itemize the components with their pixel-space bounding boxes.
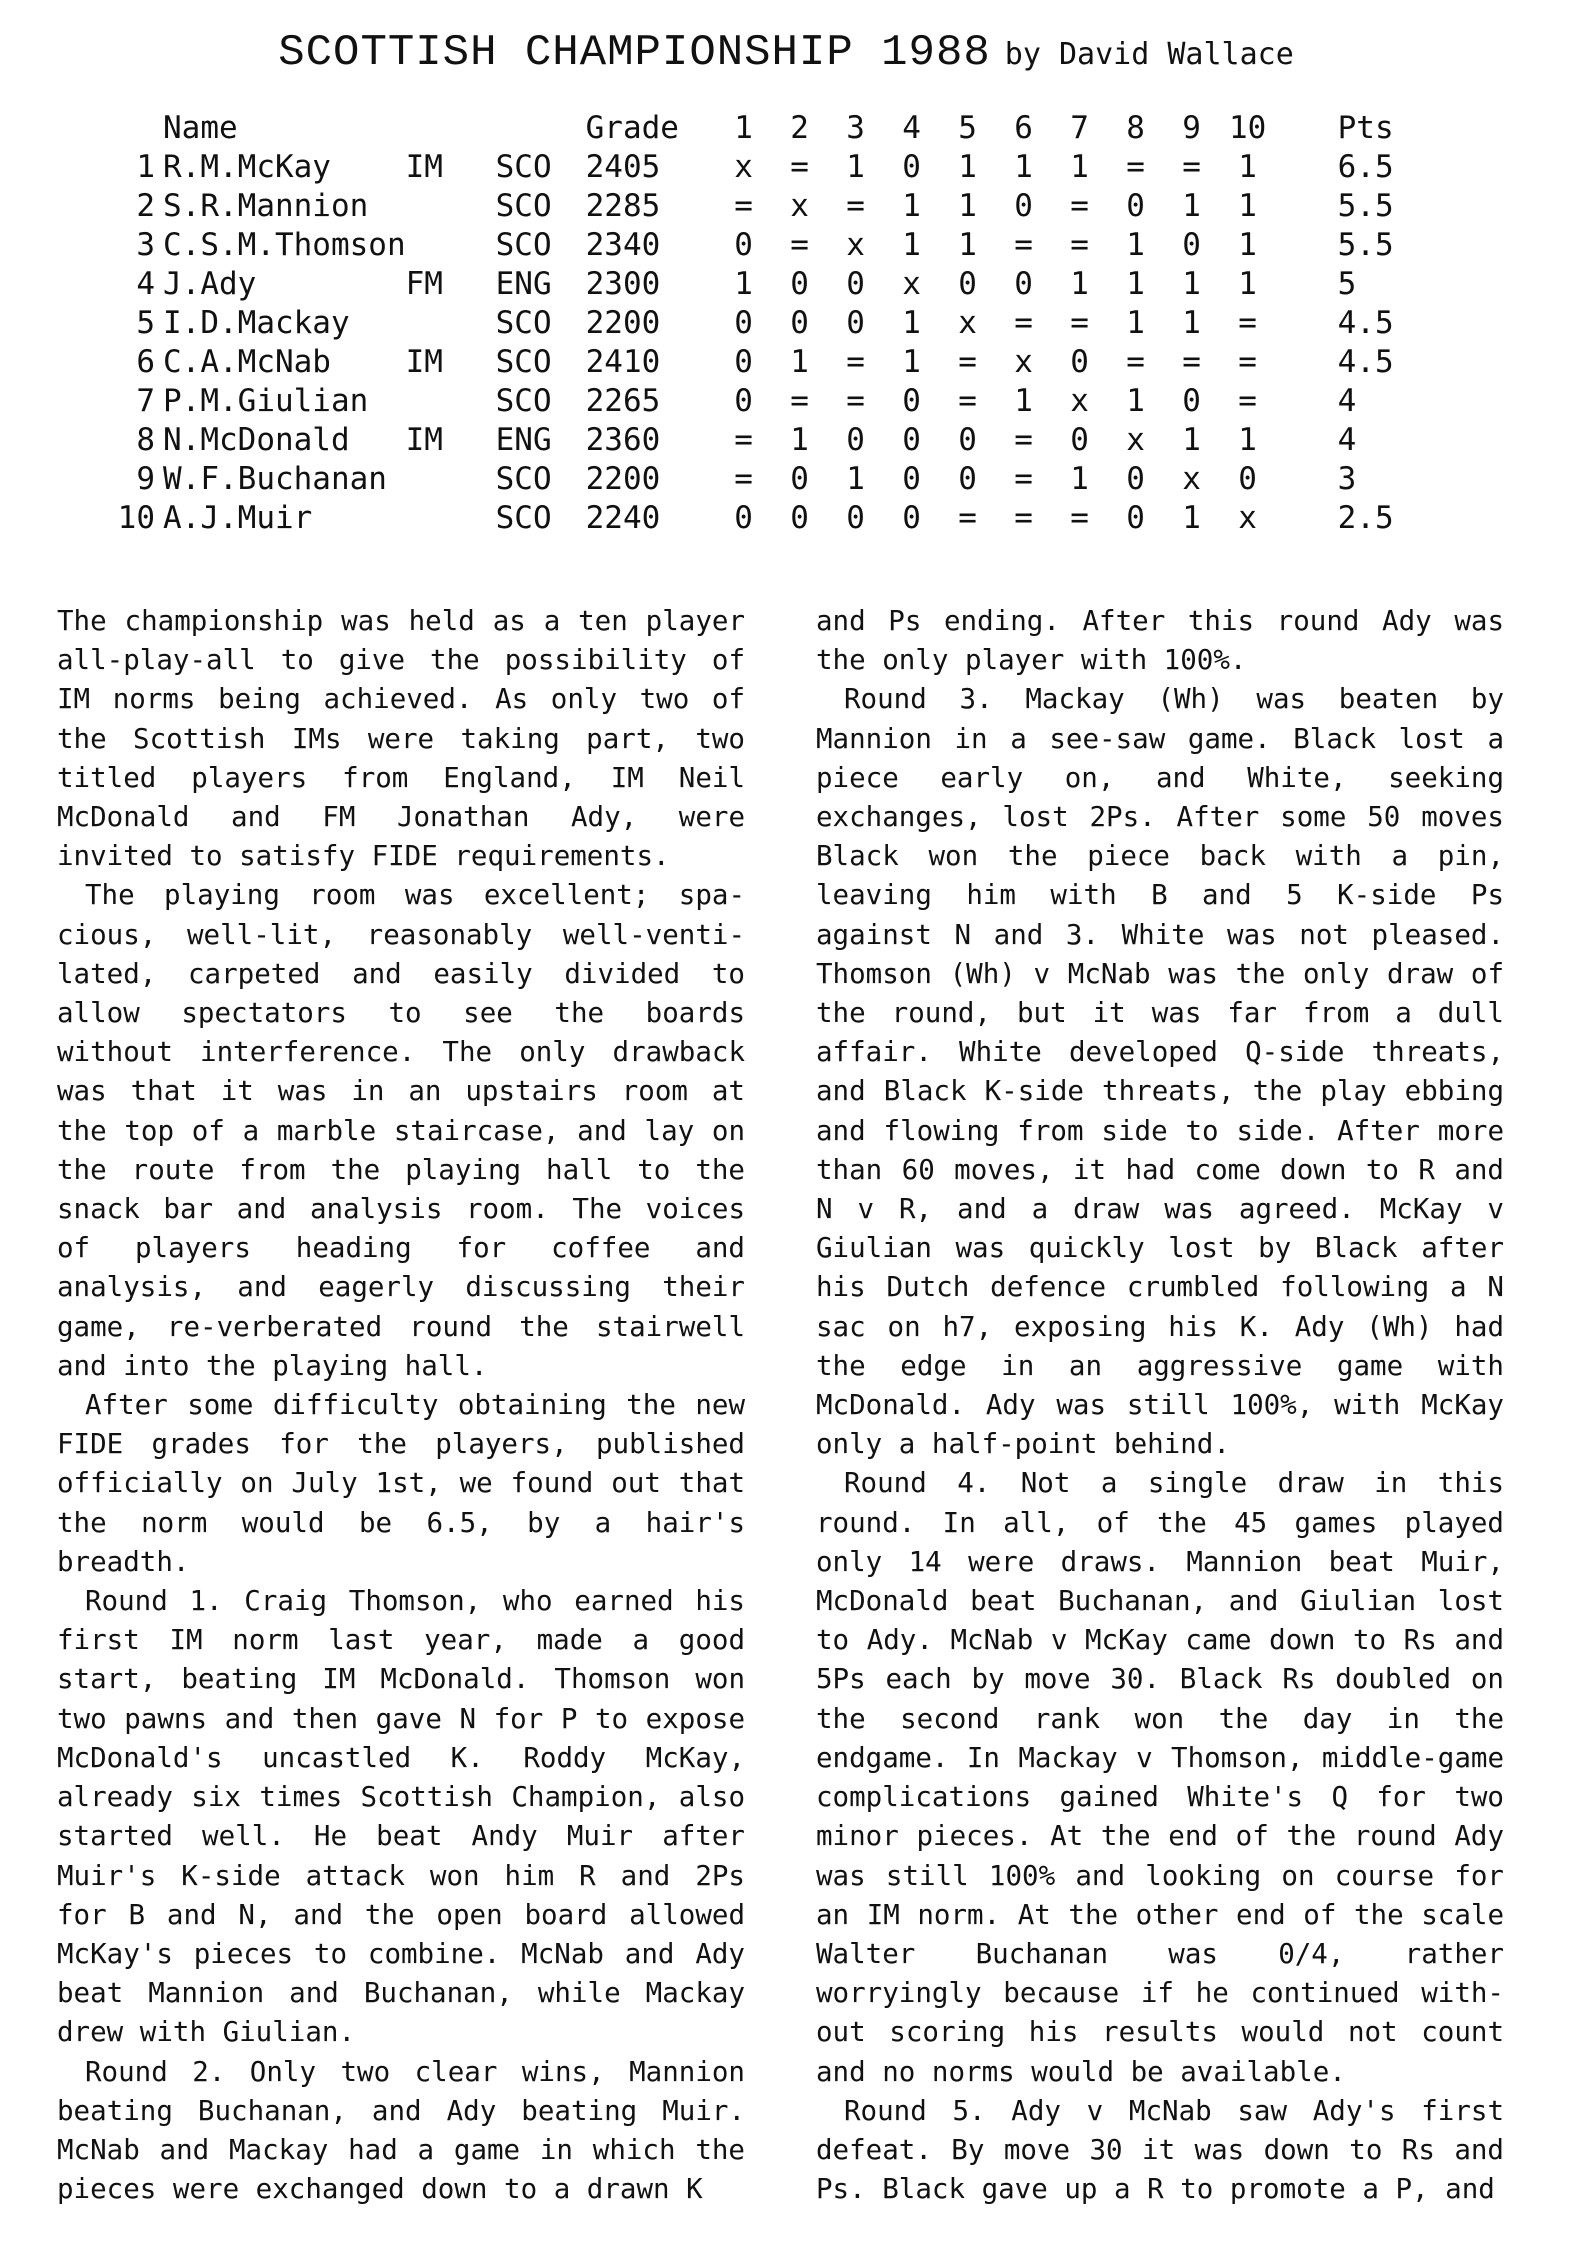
round-result: = (790, 148, 809, 185)
player-nationality: SCO (495, 343, 552, 380)
round-result: 0 (958, 421, 977, 458)
player-nationality: SCO (495, 304, 552, 341)
spacer (1276, 498, 1338, 537)
paragraph: Round 2. Only two clear wins, Mannion beating Buchanan, and Ady beating Muir. McNab and Mackay had a game in which the pieces were exchanged down to a drawn K (57, 2055, 745, 2206)
left-text-column (57, 602, 745, 2209)
round-result: = (1182, 343, 1201, 380)
player-grade: 2265 (585, 382, 661, 419)
header-round: 6 (1014, 109, 1033, 146)
round-result: = (846, 187, 865, 224)
round-result: x (734, 148, 753, 185)
round-result: x (1014, 343, 1033, 380)
round-result: = (1014, 304, 1033, 341)
player-points: 4 (1337, 382, 1357, 419)
player-grade: 2300 (585, 265, 661, 302)
player-nationality: SCO (495, 499, 552, 536)
round-result: = (1238, 304, 1257, 341)
player-grade: 2240 (585, 499, 661, 536)
header-round: 8 (1126, 109, 1145, 146)
header-round: 3 (846, 109, 865, 146)
player-row (105, 303, 1418, 342)
player-title (406, 186, 496, 225)
round-result: 0 (734, 226, 753, 263)
round-result: 1 (1070, 148, 1089, 185)
round-result: 1 (1126, 304, 1145, 341)
player-number: 3 (136, 226, 155, 263)
player-row (105, 186, 1418, 225)
player-name: S.R.Mannion (163, 187, 369, 224)
round-result: = (846, 382, 865, 419)
player-row (105, 264, 1418, 303)
round-result: 1 (1238, 421, 1257, 458)
standings-table (105, 108, 1418, 537)
header-grade: Grade (585, 109, 679, 146)
player-grade: 2340 (585, 226, 661, 263)
round-result: 0 (790, 499, 809, 536)
round-result: = (846, 343, 865, 380)
player-number: 2 (136, 187, 155, 224)
article-byline: by David Wallace (1004, 37, 1294, 72)
header-round: 4 (902, 109, 921, 146)
player-points: 5.5 (1337, 226, 1394, 263)
standings-body (105, 147, 1418, 537)
round-result: 0 (1182, 382, 1201, 419)
player-grade: 2285 (585, 187, 661, 224)
player-title (406, 498, 496, 537)
player-title: IM (405, 148, 443, 185)
round-result: 1 (846, 148, 865, 185)
round-result: = (1070, 499, 1089, 536)
player-grade: 2405 (585, 148, 661, 185)
round-result: 0 (790, 265, 809, 302)
player-name: A.J.Muir (163, 499, 313, 536)
player-title (406, 303, 496, 342)
round-result: 0 (846, 265, 865, 302)
round-result: 1 (958, 226, 977, 263)
player-title: IM (405, 421, 443, 458)
player-row (105, 225, 1418, 264)
paragraph: Round 3. Mackay (Wh) was beaten by Mannion in a see-saw game. Black lost a piece early on, and White, seeking exchanges, lost 2Ps. After some 50 moves Black won the piece back with a pin, leaving him with B and 5 K-side Ps against N and 3. White was not pleased. Thomson (Wh) v McNab was the only draw of the round, but it was far from a dull affair. White developed Q-side threats, and Black K-side threats, the play ebbing and flowing from side to side. After more than 60 moves, it had come down to R and N v R, and a draw was agreed. McKay v Giulian was quickly lost by Black after his Dutch defence crumbled following a N sac on h7, exposing his K. Ady (Wh) had the edge in an aggressive game with McDonald. Ady was still 100%, with McKay only a half-point behind. (816, 683, 1504, 1461)
round-result: 1 (790, 343, 809, 380)
round-result: = (958, 499, 977, 536)
player-name: P.M.Giulian (163, 382, 369, 419)
round-result: = (1014, 499, 1033, 536)
round-result: = (1126, 343, 1145, 380)
round-result: 1 (1182, 304, 1201, 341)
round-result: x (1182, 460, 1201, 497)
spacer (1276, 225, 1338, 264)
spacer (1276, 342, 1338, 381)
round-result: 1 (1182, 421, 1201, 458)
header-round: 9 (1182, 109, 1201, 146)
round-result: 0 (902, 499, 921, 536)
right-text-column (816, 602, 1504, 2209)
round-result: 0 (846, 499, 865, 536)
round-result: 0 (790, 304, 809, 341)
round-result: x (958, 304, 977, 341)
player-name: N.McDonald (163, 421, 350, 458)
round-result: 0 (1070, 343, 1089, 380)
round-result: x (1070, 382, 1089, 419)
player-nationality: SCO (495, 226, 552, 263)
round-result: 1 (1126, 226, 1145, 263)
player-number: 6 (136, 343, 155, 380)
round-result: = (958, 382, 977, 419)
player-name: R.M.McKay (163, 148, 331, 185)
round-result: 1 (1238, 187, 1257, 224)
header-pts: Pts (1337, 109, 1394, 146)
round-result: 0 (1126, 499, 1145, 536)
paragraph: and Ps ending. After this round Ady was the only player with 100%. (816, 605, 1504, 677)
player-nationality: SCO (495, 382, 552, 419)
player-grade: 2200 (585, 460, 661, 497)
round-result: 1 (1182, 187, 1201, 224)
paragraph: Round 1. Craig Thomson, who earned his first IM norm last year, made a good start, beating IM McDonald. Thomson won two pawns and then gave N for P to expose McDonald's uncastled K. Roddy McKay, already six times Scottish Champion, also started well. He beat Andy Muir after Muir's K-side attack won him R and 2Ps for B and N, and the open board allowed McKay's pieces to combine. McNab and Ady beat Mannion and Buchanan, while Mackay drew with Giulian. (57, 1585, 745, 2049)
round-result: = (1070, 226, 1089, 263)
round-result: 1 (1070, 460, 1089, 497)
round-result: 1 (958, 148, 977, 185)
round-result: 0 (734, 304, 753, 341)
round-result: 1 (1126, 382, 1145, 419)
round-result: 0 (902, 148, 921, 185)
round-result: = (1070, 187, 1089, 224)
spacer (1276, 381, 1338, 420)
player-name: C.A.McNab (163, 343, 331, 380)
round-result: 1 (846, 460, 865, 497)
player-nationality: SCO (495, 460, 552, 497)
round-result: 0 (1126, 460, 1145, 497)
player-number: 8 (136, 421, 155, 458)
paragraph: The championship was held as a ten player all-play-all to give the possibility of IM norms being achieved. As only two of the Scottish IMs were taking part, two titled players from England, IM Neil McDonald and FM Jonathan Ady, were invited to satisfy FIDE requirements. (57, 605, 745, 873)
player-title: IM (405, 343, 443, 380)
player-title (406, 459, 496, 498)
player-grade: 2410 (585, 343, 661, 380)
round-result: 0 (1126, 187, 1145, 224)
player-name: W.F.Buchanan (163, 460, 387, 497)
header-round: 1 (734, 109, 753, 146)
round-result: 0 (902, 421, 921, 458)
round-result: = (1014, 226, 1033, 263)
player-title: FM (405, 265, 443, 302)
round-result: 1 (1238, 226, 1257, 263)
player-points: 5.5 (1337, 187, 1394, 224)
player-title (406, 381, 496, 420)
round-result: 1 (790, 421, 809, 458)
player-points: 4.5 (1337, 343, 1394, 380)
header-nat (496, 108, 586, 147)
player-number: 4 (136, 265, 155, 302)
player-name: C.S.M.Thomson (163, 226, 406, 263)
round-result: = (958, 343, 977, 380)
round-result: x (1126, 421, 1145, 458)
player-number: 10 (117, 499, 155, 536)
round-result: = (1126, 148, 1145, 185)
player-row (105, 342, 1418, 381)
spacer (1276, 303, 1338, 342)
header-round: 7 (1070, 109, 1089, 146)
round-result: = (1182, 148, 1201, 185)
player-name: J.Ady (163, 265, 257, 302)
spacer (1276, 264, 1338, 303)
round-result: 0 (1014, 187, 1033, 224)
player-points: 5 (1337, 265, 1357, 302)
round-result: 1 (1070, 265, 1089, 302)
header-num (105, 108, 163, 147)
round-result: = (734, 187, 753, 224)
player-number: 9 (136, 460, 155, 497)
round-result: 0 (1070, 421, 1089, 458)
round-result: 1 (902, 226, 921, 263)
round-result: = (1238, 382, 1257, 419)
player-row (105, 420, 1418, 459)
round-result: 1 (902, 187, 921, 224)
round-result: 1 (1182, 265, 1201, 302)
round-result: 0 (846, 421, 865, 458)
player-points: 4 (1337, 421, 1357, 458)
spacer (1276, 147, 1338, 186)
round-result: 0 (790, 460, 809, 497)
round-result: 1 (1014, 148, 1033, 185)
round-result: 0 (1238, 460, 1257, 497)
player-grade: 2200 (585, 304, 661, 341)
article-title: SCOTTISH CHAMPIONSHIP 1988 (278, 28, 991, 78)
round-result: x (790, 187, 809, 224)
player-grade: 2360 (585, 421, 661, 458)
player-row (105, 147, 1418, 186)
round-result: 1 (1126, 265, 1145, 302)
player-number: 5 (136, 304, 155, 341)
round-result: 0 (958, 460, 977, 497)
player-nationality: SCO (495, 187, 552, 224)
round-result: = (1238, 343, 1257, 380)
paragraph: Round 4. Not a single draw in this round. In all, of the 45 games played only 14 were draws. Mannion beat Muir, McDonald beat Buchanan, and Giulian lost to Ady. McNab v McKay came down to Rs and 5Ps each by move 30. Black Rs doubled on the second rank won the day in the endgame. In Mackay v Thomson, middle-game complications gained White's Q for two minor pieces. At the end of the round Ady was still 100% and looking on course for an IM norm. At the other end of the scale Walter Buchanan was 0/4, rather worryingly because if he continued with-out scoring his results would not count and no norms would be available. (816, 1467, 1504, 2088)
round-result: 0 (902, 460, 921, 497)
spacer (1276, 420, 1338, 459)
round-result: 0 (734, 382, 753, 419)
round-result: 1 (1238, 265, 1257, 302)
round-result: 1 (902, 343, 921, 380)
player-points: 2.5 (1337, 499, 1394, 536)
player-nationality: ENG (495, 421, 552, 458)
paragraph: After some difficulty obtaining the new FIDE grades for the players, published officially on July 1st, we found out that the norm would be 6.5, by a hair's breadth. (57, 1389, 745, 1578)
round-result: 0 (958, 265, 977, 302)
spacer (1276, 459, 1338, 498)
header-name: Name (163, 109, 238, 146)
player-points: 3 (1337, 460, 1357, 497)
player-name: I.D.Mackay (163, 304, 350, 341)
header-round: 2 (790, 109, 809, 146)
round-result: x (846, 226, 865, 263)
round-result: 1 (958, 187, 977, 224)
spacer (1276, 186, 1338, 225)
round-result: = (1014, 460, 1033, 497)
player-points: 6.5 (1337, 148, 1394, 185)
player-number: 1 (136, 148, 155, 185)
round-result: = (734, 460, 753, 497)
round-result: 1 (734, 265, 753, 302)
round-result: = (790, 226, 809, 263)
header-gap (1276, 108, 1338, 147)
round-result: = (1014, 421, 1033, 458)
paragraph: The playing room was excellent; spa-cious, well-lit, reasonably well-venti-lated, carpeted and easily divided to allow spectators to see the boards without interference. The only drawback was that it was in an upstairs room at the top of a marble staircase, and lay on the route from the playing hall to the snack bar and analysis room. The voices of players heading for coffee and analysis, and eagerly discussing their game, re-verberated round the stairwell and into the playing hall. (57, 879, 745, 1382)
round-result: 1 (902, 304, 921, 341)
paragraph: Round 5. Ady v McNab saw Ady's first defeat. By move 30 it was down to Rs and Ps. Black gave up a R to promote a P, and (816, 2094, 1504, 2206)
article-header (0, 28, 1572, 78)
header-title (406, 108, 496, 147)
player-nationality: ENG (495, 265, 552, 302)
round-result: = (1070, 304, 1089, 341)
round-result: 1 (1014, 382, 1033, 419)
player-title (406, 225, 496, 264)
header-round: 10 (1228, 109, 1267, 146)
round-result: 0 (902, 382, 921, 419)
round-result: 0 (846, 304, 865, 341)
round-result: x (902, 265, 921, 302)
player-nationality: SCO (495, 148, 552, 185)
round-result: 0 (1182, 226, 1201, 263)
round-result: = (790, 382, 809, 419)
player-number: 7 (136, 382, 155, 419)
round-result: 0 (734, 343, 753, 380)
player-row (105, 381, 1418, 420)
round-result: 1 (1182, 499, 1201, 536)
standings-header-row (105, 108, 1418, 147)
round-result: = (734, 421, 753, 458)
player-row (105, 498, 1418, 537)
round-result: 0 (734, 499, 753, 536)
player-points: 4.5 (1337, 304, 1394, 341)
header-round: 5 (958, 109, 977, 146)
round-result: x (1238, 499, 1257, 536)
player-row (105, 459, 1418, 498)
round-result: 1 (1238, 148, 1257, 185)
round-result: 0 (1014, 265, 1033, 302)
